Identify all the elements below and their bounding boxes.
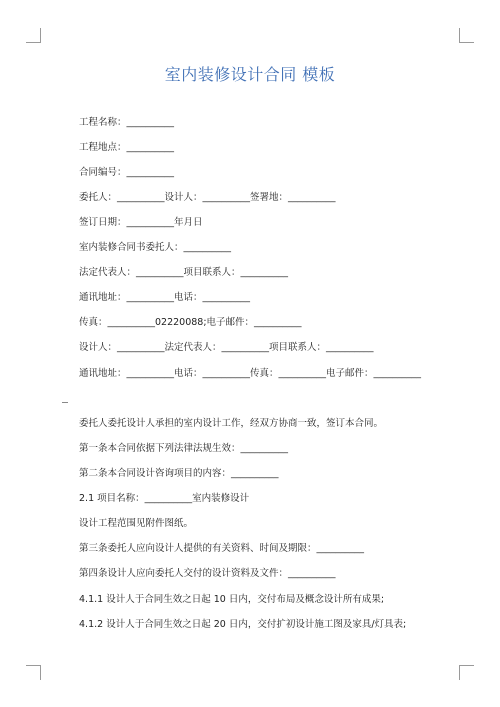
clause-2-scope: 设计工程范围见附件图纸。 <box>79 518 194 529</box>
field-designer: 设计人：__________法定代表人：__________项目联系人：__________ <box>79 342 374 353</box>
field-project-name: 工程名称：__________ <box>79 117 175 128</box>
field-parties: 委托人：__________设计人：__________签署地：__________ <box>79 192 336 203</box>
page-corner-top-right <box>459 28 474 43</box>
field-project-location: 工程地点：__________ <box>79 142 175 153</box>
clause-2: 第二条本合同设计咨询项目的内容：__________ <box>79 468 279 479</box>
clause-4: 第四条设计人应向委托人交付的设计资料及文件：__________ <box>79 568 336 579</box>
clause-intro: 委托人委托设计人承担的室内设计工作，经双方协商一致，签订本合同。 <box>79 418 384 429</box>
clause-3: 第三条委托人应向设计人提供的有关资料、时间及期限：__________ <box>79 543 365 554</box>
page-corner-top-left <box>26 28 41 43</box>
page-corner-bottom-left <box>26 665 41 680</box>
clause-4-1-2: 4.1.2 设计人于合同生效之日起 20 日内，交付扩初设计施工图及家具/灯具表; <box>79 619 407 630</box>
field-contract-number: 合同编号：__________ <box>79 167 175 178</box>
field-client-fax: 传真：__________02220088;电子邮件：__________ <box>79 317 302 328</box>
clause-2-1: 2.1 项目名称：__________室内装修设计 <box>79 493 250 504</box>
clause-1: 第一条本合同依据下列法律法规生效：__________ <box>79 443 289 454</box>
page-corner-bottom-right <box>459 665 474 680</box>
field-client: 室内装修合同书委托人：__________ <box>79 242 232 253</box>
page-mark <box>62 402 68 403</box>
document-title: 室内装修设计合同 模板 <box>164 65 336 84</box>
clause-4-1-1: 4.1.1 设计人于合同生效之日起 10 日内，交付布局及概念设计所有成果; <box>79 594 385 605</box>
field-sign-date: 签订日期：__________年月日 <box>79 217 203 228</box>
field-client-representative: 法定代表人：__________项目联系人：__________ <box>79 267 289 278</box>
field-client-address: 通讯地址：__________电话：__________ <box>79 292 251 303</box>
field-designer-address: 通讯地址：__________电话：__________传真：__________电子邮件：__________ <box>79 368 422 379</box>
